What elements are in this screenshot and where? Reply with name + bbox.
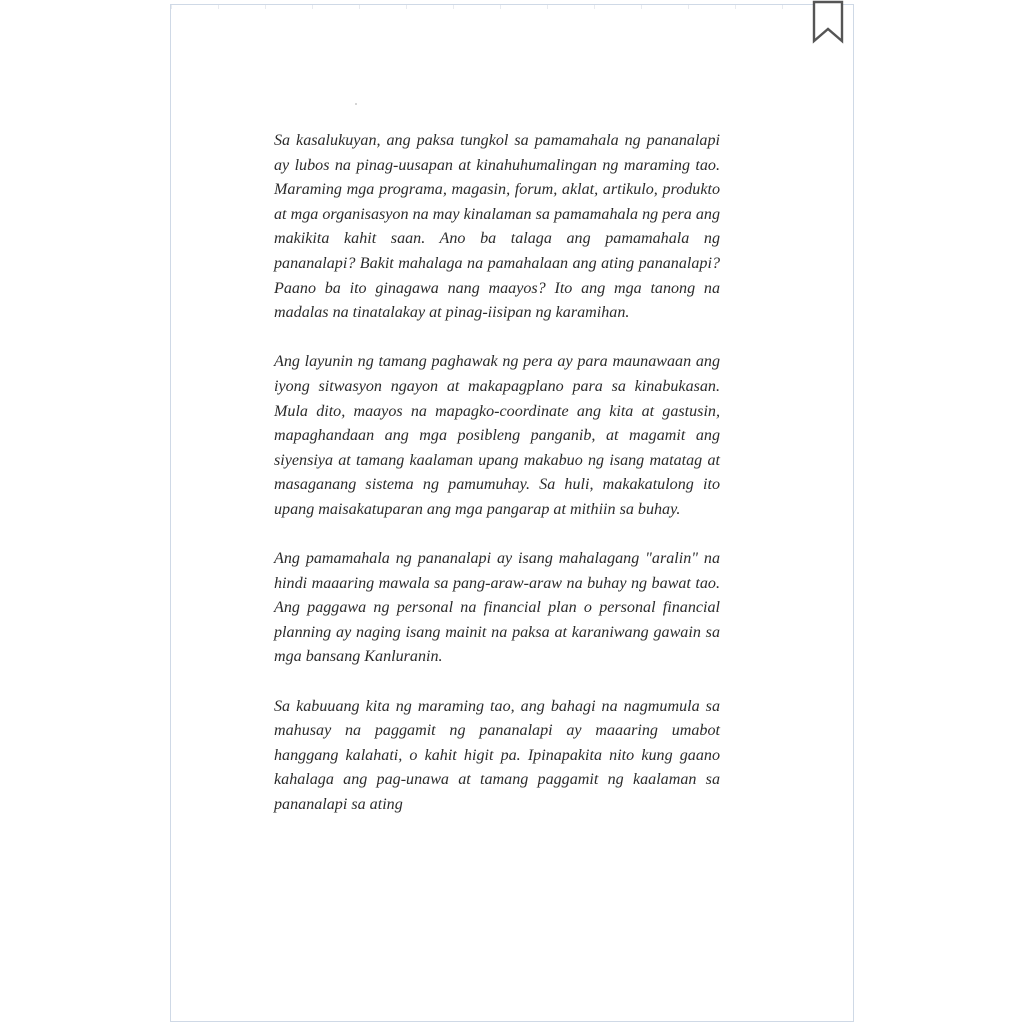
scan-speck — [355, 103, 357, 105]
paragraph-1: Sa kasalukuyan, ang paksa tungkol sa pamamahala ng pananalapi ay lubos na pinag-uusapan at kinahuhumalingan ng maraming tao. Maraming mga programa, magasin, forum, aklat, artikulo, produkto at mga organisasyon na may kinalaman sa pamamahala ng pera ang makikita kahit saan. Ano ba talaga ang pamamahala ng pananalapi? Bakit mahalaga na pamahalaan ang ating pananalapi? Paano ba ito ginagawa nang maayos? Ito ang mga tanong na madalas na tinatalakay at pinag-iisipan ng karamihan. — [274, 132, 720, 322]
paragraph-2: Ang layunin ng tamang paghawak ng pera ay para maunawaan ang iyong sitwasyon ngayon at makapagplano para sa kinabukasan. Mula dito, maayos na mapagko-coordinate ang kita at gastusin, mapaghandaan ang mga posibleng panganib, at magamit ang siyensiya at tamang kaalaman upang makabuo ng isang matatag at masaganang sistema ng pamumuhay. Sa huli, makakatulong ito upang maisakatuparan ang mga pangarap at mithiin sa buhay. — [274, 353, 720, 518]
paragraph-3: Ang pamamahala ng pananalapi ay isang mahalagang "aralin" na hindi maaaring mawala sa pang-araw-araw na buhay ng bawat tao. Ang paggawa ng personal na financial plan o personal financial planning ay naging isang mainit na paksa at karaniwang gawain sa mga bansang Kanluranin. — [274, 550, 720, 666]
bookmark-icon-glyph — [811, 0, 845, 44]
paragraph-4: Sa kabuuang kita ng maraming tao, ang bahagi na nagmumula sa mahusay na paggamit ng pananalapi ay maaaring umabot hanggang kalahati, o kahit higit pa. Ipinapakita nito kung gaano kahalaga ang pag-unawa at tamang paggamit ng kaalaman sa pananalapi sa ating — [274, 697, 720, 814]
page-top-edge — [171, 5, 853, 9]
page-body-text — [274, 129, 720, 842]
document-page — [170, 4, 854, 1022]
bookmark-icon[interactable] — [811, 0, 845, 44]
